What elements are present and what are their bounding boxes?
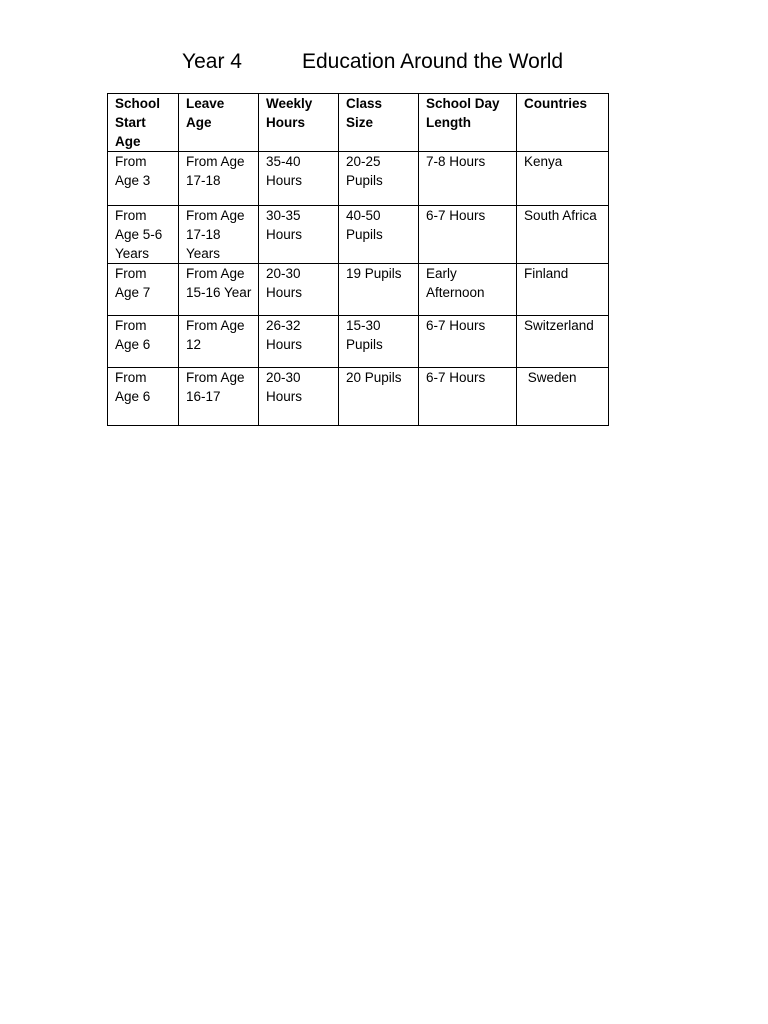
cell-start-age: From Age 6 xyxy=(108,316,179,368)
cell-weekly-hours: 35-40 Hours xyxy=(259,152,339,206)
cell-country: South Africa xyxy=(517,206,609,264)
cell-leave-age: From Age 17-18 xyxy=(179,152,259,206)
header-leave-age: Leave Age xyxy=(179,94,259,152)
cell-class-size: 20-25 Pupils xyxy=(339,152,419,206)
cell-start-age: From Age 5-6 Years xyxy=(108,206,179,264)
table-row xyxy=(108,316,609,368)
cell-day-length: 7-8 Hours xyxy=(419,152,517,206)
cell-day-length: 6-7 Hours xyxy=(419,206,517,264)
cell-weekly-hours: 20-30 Hours xyxy=(259,264,339,316)
cell-day-length: Early Afternoon xyxy=(419,264,517,316)
cell-leave-age: From Age 16-17 xyxy=(179,368,259,426)
cell-country: Finland xyxy=(517,264,609,316)
header-school-day-length: School Day Length xyxy=(419,94,517,152)
table-header-row xyxy=(108,94,609,152)
cell-class-size: 40-50 Pupils xyxy=(339,206,419,264)
table-row xyxy=(108,206,609,264)
cell-country: Switzerland xyxy=(517,316,609,368)
cell-weekly-hours: 26-32 Hours xyxy=(259,316,339,368)
cell-leave-age: From Age 12 xyxy=(179,316,259,368)
table-row xyxy=(108,368,609,426)
header-countries: Countries xyxy=(517,94,609,152)
cell-country: Sweden xyxy=(517,368,609,426)
cell-class-size: 20 Pupils xyxy=(339,368,419,426)
title-main: Education Around the World xyxy=(302,50,564,73)
cell-day-length: 6-7 Hours xyxy=(419,316,517,368)
header-weekly-hours: Weekly Hours xyxy=(259,94,339,152)
education-table xyxy=(107,93,609,426)
table-row xyxy=(108,264,609,316)
title-year: Year 4 xyxy=(182,50,242,73)
cell-leave-age: From Age 15-16 Year xyxy=(179,264,259,316)
cell-country: Kenya xyxy=(517,152,609,206)
cell-class-size: 15-30 Pupils xyxy=(339,316,419,368)
cell-weekly-hours: 30-35 Hours xyxy=(259,206,339,264)
cell-class-size: 19 Pupils xyxy=(339,264,419,316)
cell-day-length: 6-7 Hours xyxy=(419,368,517,426)
document-title xyxy=(0,50,768,78)
cell-weekly-hours: 20-30 Hours xyxy=(259,368,339,426)
cell-start-age: From Age 3 xyxy=(108,152,179,206)
cell-start-age: From Age 7 xyxy=(108,264,179,316)
cell-leave-age: From Age 17-18 Years xyxy=(179,206,259,264)
cell-start-age: From Age 6 xyxy=(108,368,179,426)
header-class-size: Class Size xyxy=(339,94,419,152)
header-school-start-age: School Start Age xyxy=(108,94,179,152)
table-row xyxy=(108,152,609,206)
